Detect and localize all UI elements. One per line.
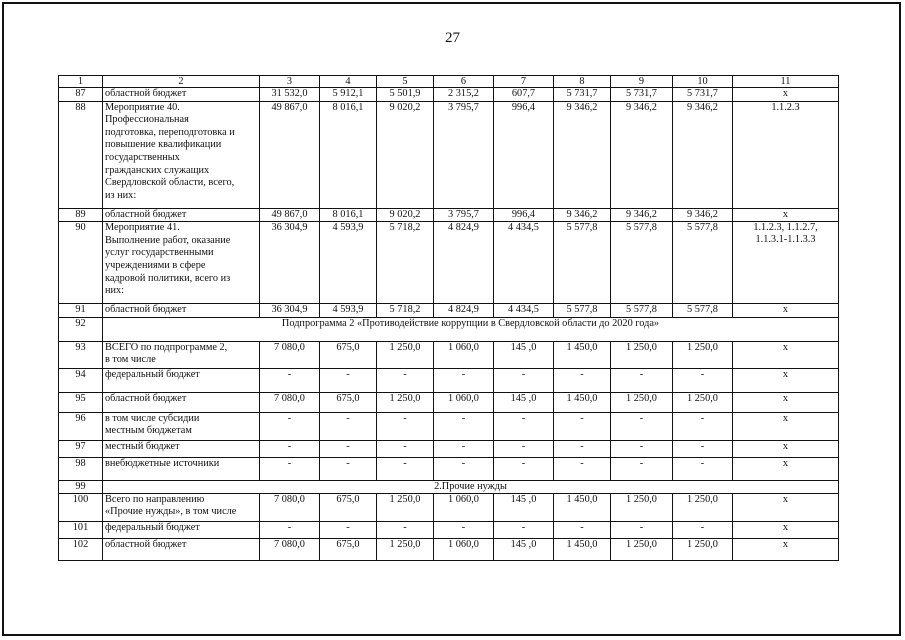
column-header: 3 bbox=[260, 76, 320, 88]
value-cell: 8 016,1 bbox=[320, 101, 377, 208]
value-cell: - bbox=[434, 412, 494, 440]
column-header: 2 bbox=[103, 76, 260, 88]
value-cell: - bbox=[320, 368, 377, 392]
column-header: 6 bbox=[434, 76, 494, 88]
table-row bbox=[59, 480, 839, 493]
description-line: Свердловской области, всего, bbox=[105, 177, 235, 189]
value-cell: - bbox=[673, 412, 733, 440]
value-cell: 4 434,5 bbox=[494, 222, 554, 304]
value-cell: - bbox=[260, 412, 320, 440]
value-cell: 9 346,2 bbox=[611, 208, 673, 222]
value-cell: 7 080,0 bbox=[260, 538, 320, 560]
value-cell: 1 250,0 bbox=[377, 538, 434, 560]
description-line: ВСЕГО по подпрограмме 2, bbox=[105, 341, 228, 353]
target-line: 1.1.2.3, 1.1.2.7, bbox=[753, 222, 818, 234]
table-row bbox=[59, 317, 839, 341]
table-row bbox=[59, 222, 839, 304]
value-cell: - bbox=[320, 457, 377, 480]
value-cell: - bbox=[434, 440, 494, 457]
value-cell: 675,0 bbox=[320, 493, 377, 521]
value-cell: - bbox=[377, 368, 434, 392]
target-line: x bbox=[782, 368, 789, 380]
target-line: x bbox=[782, 493, 789, 505]
value-cell: 1 250,0 bbox=[611, 538, 673, 560]
value-cell: 145 ,0 bbox=[494, 392, 554, 412]
row-description bbox=[103, 440, 260, 457]
value-cell: 5 577,8 bbox=[673, 222, 733, 304]
table-row bbox=[59, 440, 839, 457]
value-cell: 1 060,0 bbox=[434, 341, 494, 368]
value-cell: 9 346,2 bbox=[611, 101, 673, 208]
value-cell: 1 250,0 bbox=[673, 392, 733, 412]
description-line: учреждениями в сфере bbox=[105, 259, 206, 271]
target-cell bbox=[733, 493, 839, 521]
value-cell: 1 060,0 bbox=[434, 538, 494, 560]
value-cell: 49 867,0 bbox=[260, 101, 320, 208]
value-cell: 49 867,0 bbox=[260, 208, 320, 222]
table-row bbox=[59, 101, 839, 208]
description-line: областной бюджет bbox=[105, 304, 187, 316]
value-cell: 1 250,0 bbox=[377, 493, 434, 521]
value-cell: - bbox=[611, 368, 673, 392]
row-number: 100 bbox=[59, 493, 103, 521]
value-cell: - bbox=[494, 368, 554, 392]
value-cell: - bbox=[320, 521, 377, 538]
value-cell: - bbox=[377, 440, 434, 457]
description-line: повышение квалификации bbox=[105, 139, 222, 151]
row-number: 98 bbox=[59, 457, 103, 480]
row-number: 96 bbox=[59, 412, 103, 440]
value-cell: 7 080,0 bbox=[260, 493, 320, 521]
row-number: 88 bbox=[59, 101, 103, 208]
row-number: 92 bbox=[59, 317, 103, 341]
value-cell: 9 020,2 bbox=[377, 208, 434, 222]
value-cell: 7 080,0 bbox=[260, 392, 320, 412]
target-cell bbox=[733, 304, 839, 318]
description-line: них: bbox=[105, 285, 125, 297]
value-cell: 1 250,0 bbox=[673, 341, 733, 368]
section-heading: Подпрограмма 2 «Противодействие коррупции в Свердловской области до 2020 года» bbox=[103, 317, 839, 341]
value-cell: 5 718,2 bbox=[377, 222, 434, 304]
value-cell: 145 ,0 bbox=[494, 538, 554, 560]
value-cell: 9 020,2 bbox=[377, 101, 434, 208]
table-row bbox=[59, 521, 839, 538]
description-line: Всего по направлению bbox=[105, 493, 205, 505]
description-line: областной бюджет bbox=[105, 208, 187, 220]
target-line: x bbox=[782, 521, 789, 533]
target-line: x bbox=[782, 341, 789, 353]
column-header: 1 bbox=[59, 76, 103, 88]
value-cell: 8 016,1 bbox=[320, 208, 377, 222]
value-cell: - bbox=[320, 412, 377, 440]
description-line: областной бюджет bbox=[105, 88, 187, 99]
value-cell: 1 250,0 bbox=[673, 538, 733, 560]
row-description bbox=[103, 208, 260, 222]
value-cell: 5 912,1 bbox=[320, 88, 377, 102]
value-cell: - bbox=[673, 521, 733, 538]
value-cell: - bbox=[434, 521, 494, 538]
value-cell: 4 824,9 bbox=[434, 222, 494, 304]
value-cell: 5 731,7 bbox=[611, 88, 673, 102]
target-cell bbox=[733, 521, 839, 538]
row-number: 89 bbox=[59, 208, 103, 222]
value-cell: 145 ,0 bbox=[494, 341, 554, 368]
value-cell: - bbox=[611, 412, 673, 440]
value-cell: - bbox=[377, 521, 434, 538]
table-row bbox=[59, 368, 839, 392]
target-line: x bbox=[782, 440, 789, 452]
value-cell: - bbox=[673, 368, 733, 392]
description-line: Мероприятие 40. bbox=[105, 101, 180, 113]
row-description bbox=[103, 304, 260, 318]
value-cell: 1 450,0 bbox=[554, 341, 611, 368]
description-line: федеральный бюджет bbox=[105, 368, 200, 380]
value-cell: 3 795,7 bbox=[434, 101, 494, 208]
value-cell: - bbox=[377, 457, 434, 480]
value-cell: 675,0 bbox=[320, 341, 377, 368]
value-cell: 31 532,0 bbox=[260, 88, 320, 102]
value-cell: 36 304,9 bbox=[260, 304, 320, 318]
description-line: гражданских служащих bbox=[105, 164, 210, 176]
target-cell bbox=[733, 392, 839, 412]
value-cell: 9 346,2 bbox=[554, 101, 611, 208]
row-description bbox=[103, 368, 260, 392]
description-line: федеральный бюджет bbox=[105, 521, 200, 533]
description-line: Выполнение работ, оказание bbox=[105, 234, 231, 246]
value-cell: - bbox=[434, 368, 494, 392]
table-body bbox=[59, 76, 839, 561]
value-cell: 675,0 bbox=[320, 538, 377, 560]
value-cell: 1 250,0 bbox=[377, 392, 434, 412]
value-cell: 5 577,8 bbox=[611, 222, 673, 304]
target-cell bbox=[733, 538, 839, 560]
value-cell: - bbox=[494, 412, 554, 440]
value-cell: 607,7 bbox=[494, 88, 554, 102]
value-cell: 5 577,8 bbox=[554, 304, 611, 318]
value-cell: 3 795,7 bbox=[434, 208, 494, 222]
row-description bbox=[103, 521, 260, 538]
value-cell: 1 450,0 bbox=[554, 493, 611, 521]
value-cell: 5 577,8 bbox=[611, 304, 673, 318]
row-number: 87 bbox=[59, 88, 103, 102]
value-cell: 1 250,0 bbox=[611, 493, 673, 521]
value-cell: 1 250,0 bbox=[611, 392, 673, 412]
row-number: 91 bbox=[59, 304, 103, 318]
row-description bbox=[103, 457, 260, 480]
description-line: из них: bbox=[105, 189, 137, 201]
table-row bbox=[59, 304, 839, 318]
row-number: 101 bbox=[59, 521, 103, 538]
row-number: 90 bbox=[59, 222, 103, 304]
description-line: услуг государственными bbox=[105, 247, 214, 259]
target-cell bbox=[733, 208, 839, 222]
target-cell bbox=[733, 222, 839, 304]
target-cell bbox=[733, 412, 839, 440]
description-line: Профессиональная bbox=[105, 114, 189, 126]
value-cell: - bbox=[554, 521, 611, 538]
row-description bbox=[103, 341, 260, 368]
value-cell: - bbox=[554, 368, 611, 392]
row-description bbox=[103, 88, 260, 102]
table-header-row bbox=[59, 76, 839, 88]
value-cell: 1 250,0 bbox=[673, 493, 733, 521]
value-cell: 1 250,0 bbox=[611, 341, 673, 368]
value-cell: 1 060,0 bbox=[434, 392, 494, 412]
value-cell: 1 250,0 bbox=[377, 341, 434, 368]
target-cell bbox=[733, 101, 839, 208]
value-cell: - bbox=[673, 457, 733, 480]
value-cell: 145 ,0 bbox=[494, 493, 554, 521]
value-cell: - bbox=[260, 368, 320, 392]
row-number: 93 bbox=[59, 341, 103, 368]
target-line: x bbox=[782, 538, 789, 550]
description-line: государственных bbox=[105, 151, 180, 163]
value-cell: 5 501,9 bbox=[377, 88, 434, 102]
value-cell: 5 577,8 bbox=[554, 222, 611, 304]
row-description bbox=[103, 538, 260, 560]
value-cell: - bbox=[611, 457, 673, 480]
value-cell: 996,4 bbox=[494, 208, 554, 222]
column-header: 8 bbox=[554, 76, 611, 88]
value-cell: - bbox=[377, 412, 434, 440]
target-cell bbox=[733, 457, 839, 480]
value-cell: 675,0 bbox=[320, 392, 377, 412]
description-line: кадровой политики, всего из bbox=[105, 272, 231, 284]
row-number: 99 bbox=[59, 480, 103, 493]
value-cell: - bbox=[260, 440, 320, 457]
value-cell: - bbox=[611, 440, 673, 457]
row-description bbox=[103, 392, 260, 412]
description-line: в том числе bbox=[105, 354, 156, 366]
value-cell: - bbox=[320, 440, 377, 457]
description-line: внебюджетные источники bbox=[105, 457, 220, 469]
value-cell: - bbox=[554, 457, 611, 480]
value-cell: 9 346,2 bbox=[673, 101, 733, 208]
value-cell: - bbox=[260, 521, 320, 538]
row-number: 94 bbox=[59, 368, 103, 392]
target-line: x bbox=[782, 304, 789, 316]
target-line: 1.1.2.3 bbox=[771, 101, 800, 113]
value-cell: - bbox=[494, 440, 554, 457]
column-header: 11 bbox=[733, 76, 839, 88]
row-number: 95 bbox=[59, 392, 103, 412]
value-cell: 2 315,2 bbox=[434, 88, 494, 102]
table-row bbox=[59, 412, 839, 440]
target-line: x bbox=[782, 208, 789, 220]
value-cell: 4 434,5 bbox=[494, 304, 554, 318]
description-line: местным бюджетам bbox=[105, 425, 192, 437]
target-cell bbox=[733, 440, 839, 457]
value-cell: - bbox=[554, 440, 611, 457]
target-line: x bbox=[782, 412, 789, 424]
description-line: местный бюджет bbox=[105, 440, 180, 452]
table-row bbox=[59, 392, 839, 412]
target-line: x bbox=[782, 88, 789, 99]
table-row bbox=[59, 88, 839, 102]
row-number: 97 bbox=[59, 440, 103, 457]
value-cell: 9 346,2 bbox=[673, 208, 733, 222]
description-line: областной бюджет bbox=[105, 538, 187, 550]
table-row bbox=[59, 341, 839, 368]
value-cell: - bbox=[673, 440, 733, 457]
budget-table bbox=[58, 75, 839, 561]
value-cell: 1 450,0 bbox=[554, 538, 611, 560]
value-cell: - bbox=[494, 457, 554, 480]
description-line: Мероприятие 41. bbox=[105, 222, 180, 234]
value-cell: 7 080,0 bbox=[260, 341, 320, 368]
target-line: 1.1.3.1-1.1.3.3 bbox=[755, 234, 816, 246]
row-description bbox=[103, 412, 260, 440]
column-header: 9 bbox=[611, 76, 673, 88]
description-line: областной бюджет bbox=[105, 392, 187, 404]
table-row bbox=[59, 493, 839, 521]
description-line: в том числе субсидии bbox=[105, 412, 200, 424]
value-cell: 996,4 bbox=[494, 101, 554, 208]
value-cell: 4 593,9 bbox=[320, 222, 377, 304]
value-cell: 5 731,7 bbox=[673, 88, 733, 102]
value-cell: - bbox=[434, 457, 494, 480]
target-cell bbox=[733, 368, 839, 392]
target-line: x bbox=[782, 392, 789, 404]
value-cell: 1 450,0 bbox=[554, 392, 611, 412]
target-cell bbox=[733, 88, 839, 102]
value-cell: 5 577,8 bbox=[673, 304, 733, 318]
value-cell: 5 718,2 bbox=[377, 304, 434, 318]
value-cell: 4 593,9 bbox=[320, 304, 377, 318]
column-header: 4 bbox=[320, 76, 377, 88]
value-cell: - bbox=[260, 457, 320, 480]
value-cell: - bbox=[554, 412, 611, 440]
value-cell: - bbox=[494, 521, 554, 538]
description-line: «Прочие нужды», в том числе bbox=[105, 506, 237, 518]
row-description bbox=[103, 222, 260, 304]
row-description bbox=[103, 493, 260, 521]
column-header: 7 bbox=[494, 76, 554, 88]
table-row bbox=[59, 538, 839, 560]
page-number: 27 bbox=[445, 30, 460, 46]
value-cell: - bbox=[611, 521, 673, 538]
description-line: подготовка, переподготовка и bbox=[105, 126, 235, 138]
value-cell: 36 304,9 bbox=[260, 222, 320, 304]
table-row bbox=[59, 457, 839, 480]
target-line: x bbox=[782, 457, 789, 469]
row-number: 102 bbox=[59, 538, 103, 560]
value-cell: 5 731,7 bbox=[554, 88, 611, 102]
section-heading: 2.Прочие нужды bbox=[103, 480, 839, 493]
table-row bbox=[59, 208, 839, 222]
value-cell: 1 060,0 bbox=[434, 493, 494, 521]
column-header: 5 bbox=[377, 76, 434, 88]
column-header: 10 bbox=[673, 76, 733, 88]
target-cell bbox=[733, 341, 839, 368]
value-cell: 9 346,2 bbox=[554, 208, 611, 222]
row-description bbox=[103, 101, 260, 208]
value-cell: 4 824,9 bbox=[434, 304, 494, 318]
